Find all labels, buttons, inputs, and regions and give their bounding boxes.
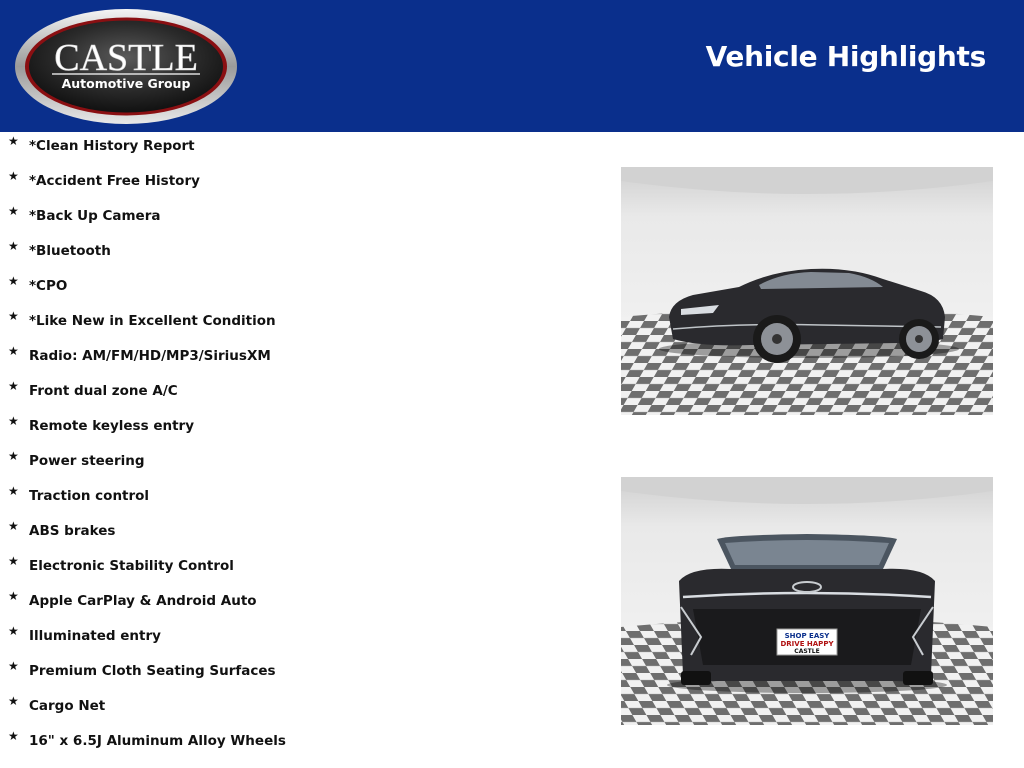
feature-label: Traction control bbox=[29, 488, 150, 504]
feature-label: 16" x 6.5J Aluminum Alloy Wheels bbox=[29, 733, 286, 749]
feature-item bbox=[8, 694, 568, 729]
feature-item bbox=[8, 624, 568, 659]
star-icon: ★ bbox=[8, 379, 19, 393]
feature-label: Premium Cloth Seating Surfaces bbox=[29, 663, 276, 679]
feature-label: *Accident Free History bbox=[29, 173, 200, 189]
star-icon: ★ bbox=[8, 204, 19, 218]
feature-label: Illuminated entry bbox=[29, 628, 161, 644]
feature-item bbox=[8, 449, 568, 484]
feature-item bbox=[8, 169, 568, 204]
plate-line-1: SHOP EASY bbox=[784, 632, 830, 640]
feature-item bbox=[8, 729, 568, 764]
feature-item bbox=[8, 344, 568, 379]
star-icon: ★ bbox=[8, 659, 19, 673]
feature-label: Front dual zone A/C bbox=[29, 383, 178, 399]
feature-label: *CPO bbox=[29, 278, 68, 294]
feature-list bbox=[8, 134, 568, 764]
feature-label: Power steering bbox=[29, 453, 145, 469]
plate-line-3: CASTLE bbox=[794, 648, 820, 655]
star-icon: ★ bbox=[8, 309, 19, 323]
feature-item bbox=[8, 589, 568, 624]
logo-subtitle: Automotive Group bbox=[61, 76, 191, 91]
car-side-photo bbox=[621, 167, 993, 415]
feature-item bbox=[8, 554, 568, 589]
feature-label: Radio: AM/FM/HD/MP3/SiriusXM bbox=[29, 348, 271, 364]
feature-item bbox=[8, 519, 568, 554]
castle-logo bbox=[14, 8, 238, 125]
feature-label: ABS brakes bbox=[29, 523, 116, 539]
feature-item bbox=[8, 484, 568, 519]
star-icon: ★ bbox=[8, 519, 19, 533]
star-icon: ★ bbox=[8, 344, 19, 358]
feature-label: Apple CarPlay & Android Auto bbox=[29, 593, 257, 609]
star-icon: ★ bbox=[8, 134, 19, 148]
page-title: Vehicle Highlights bbox=[705, 40, 986, 73]
feature-label: Cargo Net bbox=[29, 698, 106, 714]
feature-label: Electronic Stability Control bbox=[29, 558, 234, 574]
star-icon: ★ bbox=[8, 624, 19, 638]
star-icon: ★ bbox=[8, 694, 19, 708]
logo-title: CASTLE bbox=[54, 37, 198, 79]
star-icon: ★ bbox=[8, 239, 19, 253]
plate-line-2: DRIVE HAPPY bbox=[780, 640, 834, 648]
star-icon: ★ bbox=[8, 449, 19, 463]
feature-item bbox=[8, 414, 568, 449]
feature-label: *Bluetooth bbox=[29, 243, 111, 259]
car-front-photo bbox=[621, 477, 993, 725]
star-icon: ★ bbox=[8, 554, 19, 568]
feature-item bbox=[8, 274, 568, 309]
feature-label: *Back Up Camera bbox=[29, 208, 161, 224]
star-icon: ★ bbox=[8, 589, 19, 603]
feature-item bbox=[8, 204, 568, 239]
feature-item bbox=[8, 659, 568, 694]
feature-label: Remote keyless entry bbox=[29, 418, 195, 434]
star-icon: ★ bbox=[8, 274, 19, 288]
feature-item bbox=[8, 239, 568, 274]
feature-label: *Like New in Excellent Condition bbox=[29, 313, 276, 329]
feature-item bbox=[8, 134, 568, 169]
star-icon: ★ bbox=[8, 484, 19, 498]
star-icon: ★ bbox=[8, 729, 19, 743]
star-icon: ★ bbox=[8, 169, 19, 183]
feature-item bbox=[8, 379, 568, 414]
star-icon: ★ bbox=[8, 414, 19, 428]
feature-item bbox=[8, 309, 568, 344]
feature-label: *Clean History Report bbox=[29, 138, 195, 154]
header-banner bbox=[0, 0, 1024, 132]
